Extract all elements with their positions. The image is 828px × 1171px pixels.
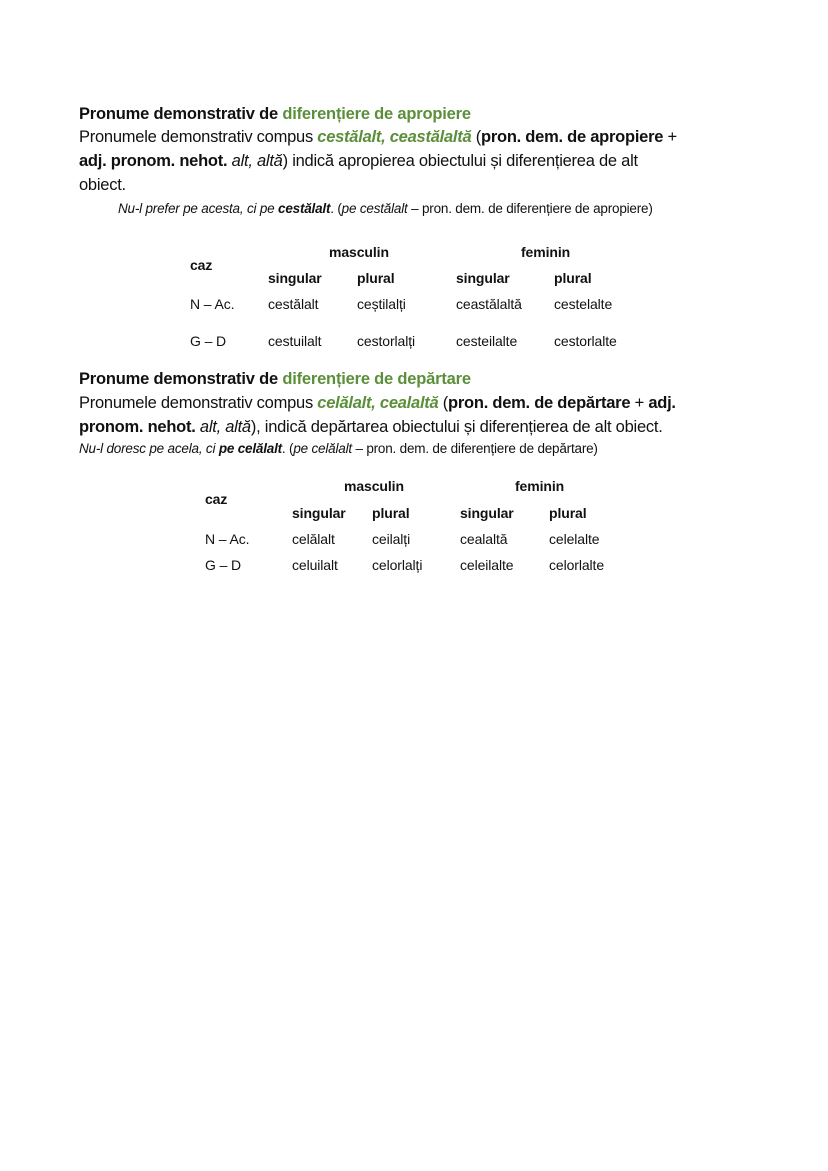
section2-example — [79, 441, 598, 456]
highlight-term: celălalt, cealaltă — [317, 394, 439, 412]
text: pe celălalt — [293, 441, 352, 456]
bold-term: cestălalt — [278, 201, 331, 216]
table-cell: N – Ac. — [190, 296, 235, 312]
table-cell: celălalt — [292, 531, 335, 547]
section1-paragraph-line1 — [79, 128, 677, 147]
text: Nu-l prefer pe acesta, ci pe — [118, 201, 279, 216]
header-caz: caz — [190, 257, 213, 273]
bold-term: pe celălalt — [218, 441, 282, 456]
table-cell: ceastălaltă — [456, 296, 522, 312]
section1-paragraph-line2 — [79, 152, 638, 171]
italic-term: alt, altă — [227, 152, 283, 170]
text: Pronumele demonstrativ compus — [79, 128, 318, 146]
subheader: plural — [372, 505, 410, 521]
subheader: plural — [357, 270, 395, 286]
text: Nu-l doresc pe acela, ci — [79, 441, 219, 456]
text: ) indică apropierea obiectului și diferențierea de alt — [282, 152, 638, 170]
header-feminin: feminin — [515, 478, 565, 494]
heading-highlight: diferențiere de depărtare — [282, 370, 471, 388]
subheader: plural — [554, 270, 592, 286]
header-masculin: masculin — [329, 244, 389, 260]
text: . ( — [281, 441, 294, 456]
table-cell: cestălalt — [268, 296, 319, 312]
section1-example — [118, 201, 653, 216]
table-cell: celuilalt — [292, 557, 338, 573]
text: pe cestălalt — [341, 201, 408, 216]
section2-paragraph-line1 — [79, 394, 676, 413]
subheader: plural — [549, 505, 587, 521]
section2-paragraph-line2 — [79, 418, 663, 437]
section1-paragraph-line3: obiect. — [79, 176, 126, 194]
header-feminin: feminin — [521, 244, 571, 260]
bold-term: adj. pronom. nehot. — [79, 152, 228, 170]
text: ( — [438, 394, 449, 412]
subheader: singular — [292, 505, 346, 521]
table-cell: G – D — [190, 333, 227, 349]
bold-term: pron. dem. de apropiere — [480, 128, 664, 146]
table-cell: ceilalți — [372, 531, 411, 547]
subheader: singular — [456, 270, 510, 286]
table-cell: celorlalte — [549, 557, 605, 573]
text: Pronumele demonstrativ compus — [79, 394, 318, 412]
text: . ( — [330, 201, 342, 216]
subheader: singular — [268, 270, 322, 286]
text: – pron. dem. de diferențiere de apropiere) — [407, 201, 653, 216]
header-caz: caz — [205, 491, 228, 507]
table-cell: celelalte — [549, 531, 600, 547]
subheader: singular — [460, 505, 514, 521]
text: + — [630, 394, 649, 412]
header-masculin: masculin — [344, 478, 404, 494]
table-cell: cealaltă — [460, 531, 508, 547]
section1-heading — [79, 105, 471, 124]
table-cell: cestuilalt — [268, 333, 322, 349]
italic-term: alt, altă — [195, 418, 251, 436]
table-cell: cestelalte — [554, 296, 613, 312]
text: + — [663, 128, 677, 146]
table-cell: cesteilalte — [456, 333, 518, 349]
section2-heading — [79, 370, 471, 389]
bold-term: pron. dem. de depărtare — [448, 394, 631, 412]
table-cell: cestorlalte — [554, 333, 617, 349]
text: ), indică depărtarea obiectului și diferențierea de alt obiect. — [250, 418, 663, 436]
table-cell: celeilalte — [460, 557, 514, 573]
heading-text: Pronume demonstrativ de — [79, 105, 283, 123]
heading-text: Pronume demonstrativ de — [79, 370, 283, 388]
text: ( — [471, 128, 481, 146]
table-cell: N – Ac. — [205, 531, 250, 547]
table-cell: cestorlalți — [357, 333, 416, 349]
table-cell: ceștilalți — [357, 296, 406, 312]
highlight-term: cestălalt, ceastălaltă — [317, 128, 472, 146]
table-cell: celorlalți — [372, 557, 423, 573]
heading-highlight: diferențiere de apropiere — [282, 105, 471, 123]
bold-term: pronom. nehot. — [79, 418, 196, 436]
bold-term: adj. — [648, 394, 676, 412]
text: – pron. dem. de diferențiere de depărtare) — [351, 441, 598, 456]
table-cell: G – D — [205, 557, 242, 573]
